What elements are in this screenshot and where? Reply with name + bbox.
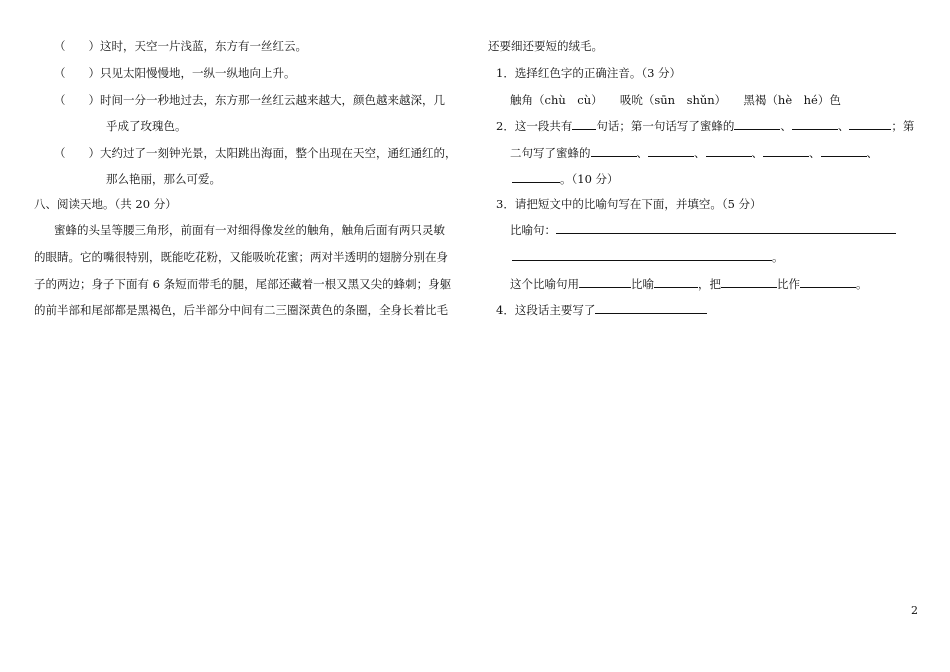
question-1-label: 1．选择红色字的正确注音。（3 分） bbox=[496, 66, 682, 80]
question-3-label: 3．请把短文中的比喻句写在下面，并填空。（5 分） bbox=[496, 197, 762, 211]
question-4-line bbox=[496, 302, 707, 318]
section-title: 八、阅读天地。（共 20 分） bbox=[34, 197, 177, 211]
period: 。 bbox=[772, 250, 784, 264]
question-3-fill-line bbox=[510, 276, 868, 292]
separator: 、 bbox=[780, 119, 792, 133]
sentence-text: 大约过了一刻钟光景，太阳跳出海面，整个出现在天空，通红通红的， bbox=[100, 146, 457, 160]
q3-text: 比喻 bbox=[631, 277, 654, 291]
sentence-text: 这时，天空一片浅蓝，东方有一丝红云。 bbox=[100, 39, 307, 53]
sentence-continuation-4: 那么艳丽，那么可爱。 bbox=[106, 172, 221, 186]
separator: 、 bbox=[636, 146, 648, 160]
sentence-order-item-4 bbox=[54, 145, 457, 161]
question-3-line-2 bbox=[512, 249, 784, 265]
answer-parentheses[interactable]: （ ） bbox=[54, 39, 100, 53]
q3-text: 。 bbox=[856, 277, 868, 291]
question-1-options: 触角（chù cù） 吸吮（sūn shǔn） 黑褐（hè hé）色 bbox=[510, 93, 841, 107]
answer-parentheses[interactable]: （ ） bbox=[54, 93, 100, 107]
q2-text: 句话；第一句话写了蜜蜂的 bbox=[596, 119, 735, 133]
q3-text: 这个比喻句用 bbox=[510, 277, 579, 291]
answer-blank[interactable] bbox=[512, 171, 560, 183]
sentence-text: 时间一分一秒地过去，东方那一丝红云越来越大，颜色越来越深，几 bbox=[100, 93, 445, 107]
q2-text: 2．这一段共有 bbox=[496, 119, 573, 133]
answer-blank[interactable] bbox=[654, 276, 698, 288]
passage-line-5: 还要细还要短的绒毛。 bbox=[488, 39, 603, 53]
answer-blank[interactable] bbox=[792, 118, 838, 130]
passage-line-4: 的前半部和尾部都是黑褐色，后半部分中间有二三圈深黄色的条圈，全身长着比毛 bbox=[34, 303, 448, 317]
answer-blank[interactable] bbox=[595, 302, 707, 314]
answer-blank[interactable] bbox=[648, 145, 694, 157]
answer-blank[interactable] bbox=[591, 145, 637, 157]
answer-blank[interactable] bbox=[821, 145, 867, 157]
sentence-order-item-1 bbox=[54, 38, 307, 54]
sentence-text: 只见太阳慢慢地，一纵一纵地向上升。 bbox=[100, 66, 296, 80]
question-4-label: 4．这段话主要写了 bbox=[496, 303, 596, 317]
q3-text: 比作 bbox=[777, 277, 800, 291]
passage-line-3: 子的两边；身子下面有 6 条短而带毛的腿，尾部还藏着一根又黑又尖的蜂刺；身躯 bbox=[34, 277, 452, 291]
sentence-order-item-2 bbox=[54, 65, 296, 81]
answer-blank[interactable] bbox=[849, 118, 891, 130]
passage-line-1: 蜜蜂的头呈等腰三角形，前面有一对细得像发丝的触角，触角后面有两只灵敏 bbox=[54, 223, 445, 237]
answer-blank[interactable] bbox=[734, 118, 780, 130]
question-2-line-2 bbox=[510, 145, 878, 161]
answer-parentheses[interactable]: （ ） bbox=[54, 146, 100, 160]
q2-text: 二句写了蜜蜂的 bbox=[510, 146, 591, 160]
answer-blank[interactable] bbox=[512, 249, 772, 261]
separator: 、 bbox=[809, 146, 821, 160]
answer-blank[interactable] bbox=[706, 145, 752, 157]
q3-text: ，把 bbox=[698, 277, 721, 291]
question-2-line-3 bbox=[512, 171, 619, 187]
separator: 、 bbox=[837, 119, 850, 133]
question-2-line-1 bbox=[496, 118, 914, 134]
question-3-prompt-line bbox=[510, 222, 896, 238]
answer-blank[interactable] bbox=[800, 276, 856, 288]
passage-line-2: 的眼睛。它的嘴很特别，既能吃花粉，又能吸吮花蜜；两对半透明的翅膀分别在身 bbox=[34, 250, 448, 264]
answer-blank[interactable] bbox=[763, 145, 809, 157]
separator: 、 bbox=[866, 146, 878, 160]
q2-text: ；第 bbox=[891, 119, 915, 133]
answer-parentheses[interactable]: （ ） bbox=[54, 66, 100, 80]
answer-blank[interactable] bbox=[579, 276, 631, 288]
q2-score: 。（10 分） bbox=[560, 172, 619, 186]
answer-blank[interactable] bbox=[556, 222, 896, 234]
metaphor-prompt: 比喻句： bbox=[510, 223, 556, 237]
sentence-order-item-3 bbox=[54, 92, 445, 108]
sentence-continuation-3: 乎成了玫瑰色。 bbox=[106, 119, 187, 133]
answer-blank[interactable] bbox=[572, 118, 596, 130]
answer-blank[interactable] bbox=[721, 276, 777, 288]
page-number: 2 bbox=[911, 604, 918, 617]
separator: 、 bbox=[751, 146, 763, 160]
separator: 、 bbox=[694, 146, 706, 160]
